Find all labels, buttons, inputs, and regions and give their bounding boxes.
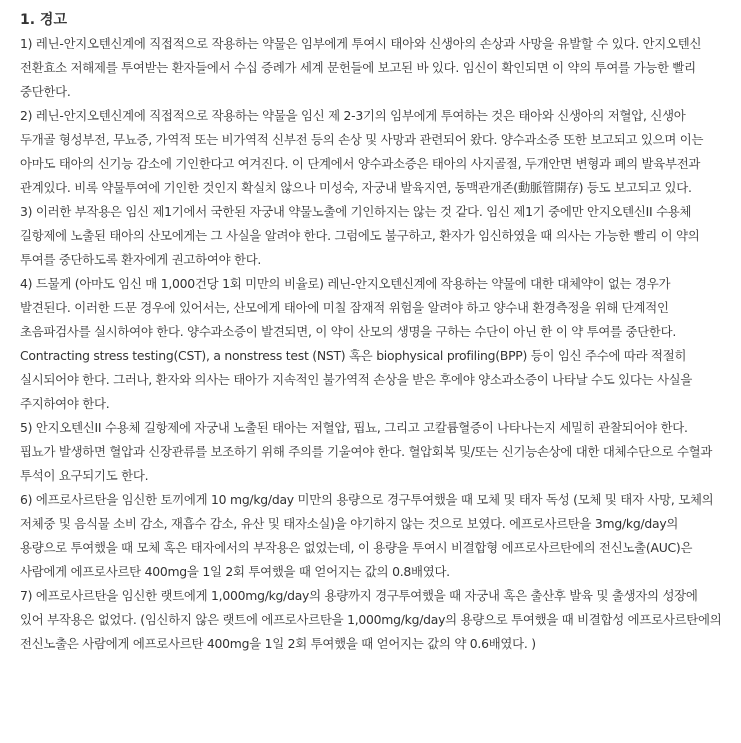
warning-item-6: 6) 에프로사르탄을 임신한 토끼에게 10 mg/kg/day 미만의 용량으로 경구투여했을 때 모체 및 태자 독성 (모체 및 태자 사망, 모체의 저체중 및 음식물 소비 감소, 재흡수 감소, 유산 및 태자소실)을 야기하지 않는 것으로 보였다. 에프로사르탄을 3mg/kg/day의 용량으로 투여했을 때 모체 혹은 태자에서의 부작용은 없었는데, 이 용량을 투여시 비결합형 에프로사르탄에의 전신노출(AUC)은 사람에게 에프로사르탄 400mg을 1일 2회 투여했을 때 얻어지는 값의 0.8배였다. xyxy=(20,492,714,579)
warning-item-7: 7) 에프로사르탄을 임신한 랫트에게 1,000mg/kg/day의 용량까지 경구투여했을 때 자궁내 혹은 출산후 발육 및 출생자의 성장에 있어 부작용은 없었다. (임신하지 않은 랫트에 에프로사르탄을 1,000mg/kg/day의 용량으로 투여했을 때 비결합성 에프로사르탄에의 전신노출은 사람에게 에프로사르탄 400mg을 1일 2회 투여했을 때 얻어지는 값의 약 0.6배였다. ) xyxy=(20,588,722,651)
warning-item-5: 5) 안지오텐신II 수용체 길항제에 자궁내 노출된 태아는 저혈압, 핍뇨, 그리고 고칼륨혈증이 나타나는지 세밀히 관찰되어야 한다. 핍뇨가 발생하면 혈압과 신장관류를 보조하기 위해 주의를 기울여야 한다. 혈압회복 및/또는 신기능손상에 대한 대체수단으로 수혈과 투석이 요구되기도 한다. xyxy=(20,420,713,483)
warning-item-2: 2) 레닌-안지오텐신계에 직접적으로 작용하는 약물을 임신 제 2-3기의 임부에게 투여하는 것은 태아와 신생아의 저혈압, 신생아 두개골 형성부전, 무뇨증, 가역적 또는 비가역적 신부전 등의 손상 및 사망과 관련되어 왔다. 양수과소증 또한 보고되고 있으며 이는 아마도 태아의 신기능 감소에 기인한다고 여겨진다. 이 단계에서 양수과소증은 태아의 사지골절, 두개안면 변형과 폐의 발육부전과 관계있다. 비록 약물투여에 기인한 것인지 확실치 않으나 미성숙, 자궁내 발육지연, 동맥관개존(動脈管開存) 등도 보고되고 있다. xyxy=(20,108,704,195)
warning-item-1: 1) 레닌-안지오텐신계에 직접적으로 작용하는 약물은 임부에게 투여시 태아와 신생아의 손상과 사망을 유발할 수 있다. 안지오텐신 전환효소 저해제를 투여받는 환자들에서 수십 증례가 세계 문헌들에 보고된 바 있다. 임신이 확인되면 이 약의 투여를 가능한 빨리 중단한다. xyxy=(20,36,702,99)
warning-item-4: 4) 드물게 (아마도 임신 매 1,000건당 1회 미만의 비율로) 레닌-안지오텐신계에 작용하는 약물에 대한 대체약이 없는 경우가 발견된다. 이러한 드문 경우에 있어서는, 산모에게 태아에 미칠 잠재적 위험을 알려야 하고 양수내 환경측정을 위해 단계적인 초음파검사를 실시하여야 한다. 양수과소증이 발견되면, 이 약이 산모의 생명을 구하는 수단이 아닌 한 이 약 투여를 중단한다. Contracting stress testing(CST), a nonstress test (NST) 혹은 biophysical profiling(BPP) 등이 임신 주수에 따라 적절히 실시되어야 한다. 그러나, 환자와 의사는 태아가 지속적인 불가역적 손상을 받은 후에야 양소과소증이 나타날 수도 있다는 사실을 주지하여야 한다. xyxy=(20,276,693,411)
warning-item-3: 3) 이러한 부작용은 임신 제1기에서 국한된 자궁내 약물노출에 기인하지는 않는 것 같다. 임신 제1기 중에만 안지오텐신II 수용체 길항제에 노출된 태아의 산모에게는 그 사실을 알려야 한다. 그럼에도 불구하고, 환자가 임신하였을 때 의사는 가능한 빨리 이 약의 투여를 중단하도록 환자에게 권고하여야 한다. xyxy=(20,204,700,267)
section-title: 1. 경고 xyxy=(20,12,67,28)
